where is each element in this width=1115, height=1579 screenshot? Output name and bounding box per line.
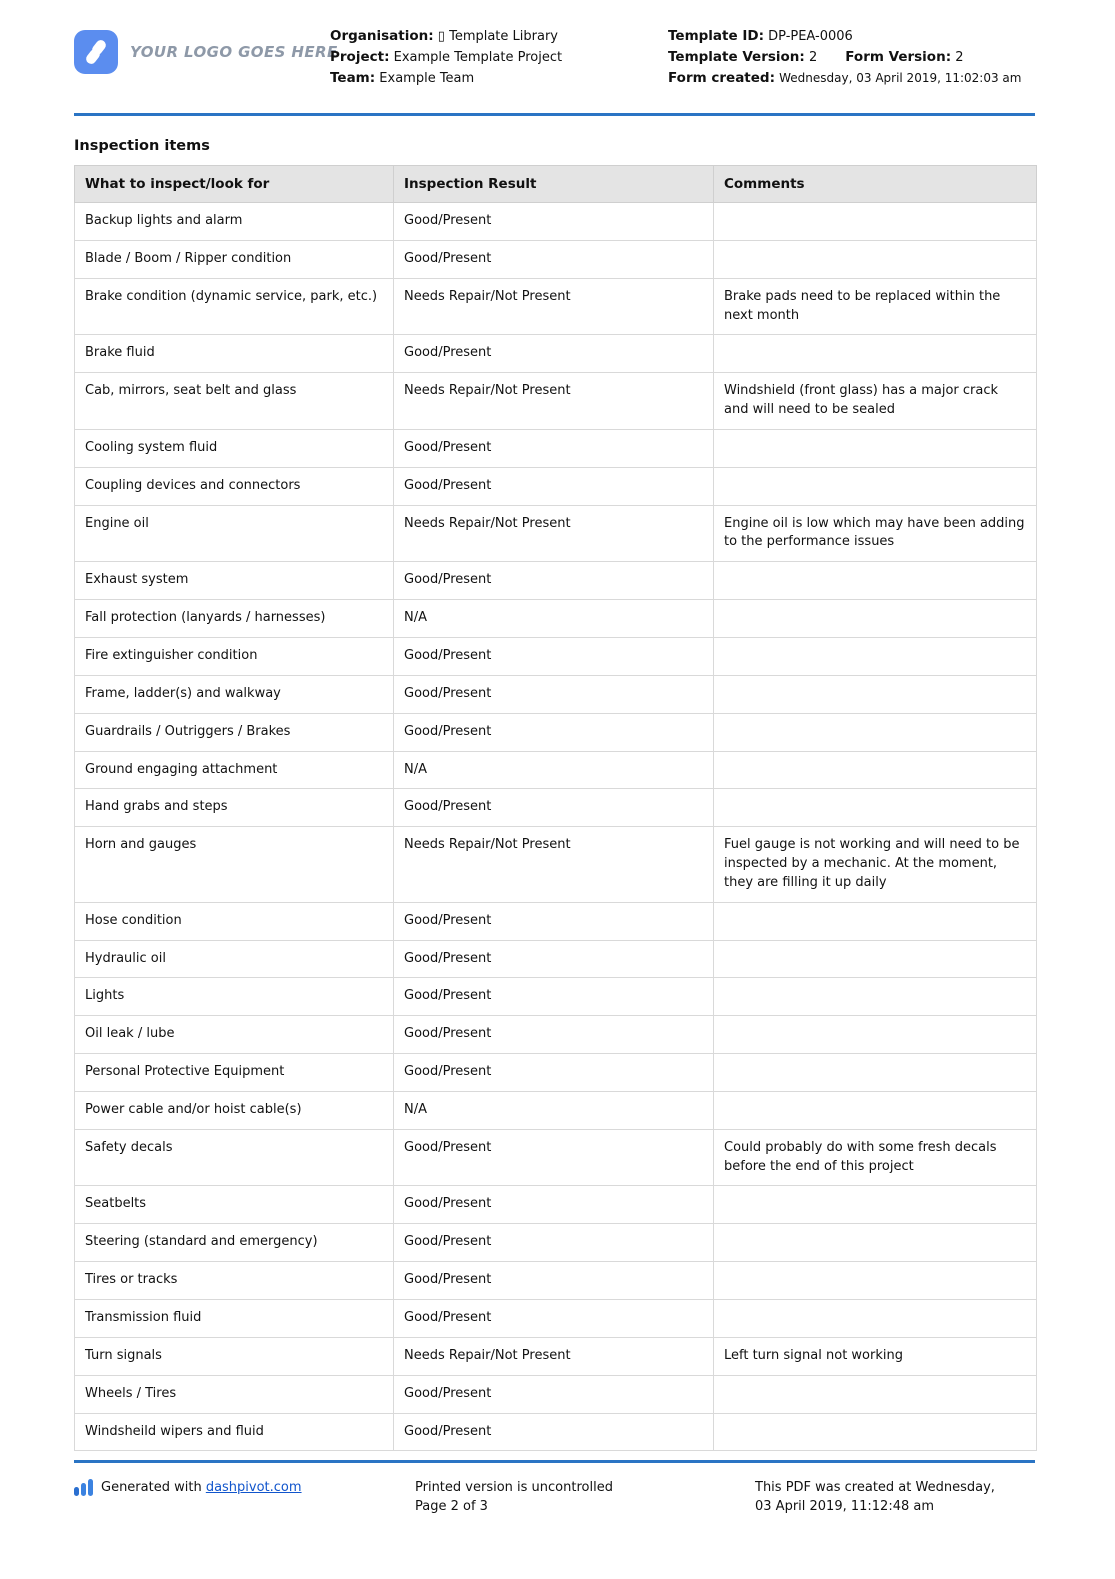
result-cell: Good/Present — [394, 429, 714, 467]
comment-cell: Fuel gauge is not working and will need to be inspected by a mechanic. At the moment, they are filling it up daily — [714, 827, 1037, 903]
item-cell: Backup lights and alarm — [75, 203, 394, 241]
item-cell: Oil leak / lube — [75, 1016, 394, 1054]
page-number-text: Page 2 of 3 — [415, 1499, 488, 1514]
printed-version-text: Printed version is uncontrolled — [415, 1480, 613, 1495]
logo-s-glyph — [81, 37, 111, 67]
team-line — [330, 68, 668, 89]
comment-cell — [714, 1262, 1037, 1300]
inspection-table — [74, 165, 1037, 1451]
comment-cell — [714, 751, 1037, 789]
result-cell: Needs Repair/Not Present — [394, 827, 714, 903]
form-version-value: 2 — [955, 50, 964, 65]
comment-cell — [714, 675, 1037, 713]
organisation-line — [330, 26, 668, 47]
page-footer — [74, 1478, 1036, 1516]
template-id-value: DP-PEA-0006 — [768, 29, 853, 44]
item-cell: Brake condition (dynamic service, park, etc.) — [75, 278, 394, 335]
comment-cell — [714, 940, 1037, 978]
item-cell: Ground engaging attachment — [75, 751, 394, 789]
comment-cell — [714, 1091, 1037, 1129]
comment-cell — [714, 203, 1037, 241]
generated-with-text: Generated with dashpivot.com — [101, 1480, 302, 1495]
organisation-value: ▯ Template Library — [437, 29, 558, 44]
result-cell: Good/Present — [394, 1054, 714, 1092]
result-cell: Needs Repair/Not Present — [394, 278, 714, 335]
comment-cell — [714, 1224, 1037, 1262]
bar-chart-icon — [74, 1478, 93, 1496]
comment-cell — [714, 335, 1037, 373]
result-cell: N/A — [394, 751, 714, 789]
table-row — [75, 203, 1037, 241]
result-cell: Good/Present — [394, 1186, 714, 1224]
table-row — [75, 240, 1037, 278]
table-row — [75, 600, 1037, 638]
result-cell: Good/Present — [394, 335, 714, 373]
template-version-value: 2 — [808, 50, 818, 65]
dashpivot-link[interactable]: dashpivot.com — [205, 1480, 302, 1495]
column-header-result: Inspection Result — [394, 166, 714, 203]
item-cell: Personal Protective Equipment — [75, 1054, 394, 1092]
result-cell: Good/Present — [394, 1262, 714, 1300]
result-cell: Good/Present — [394, 637, 714, 675]
project-line — [330, 47, 668, 68]
pdf-created-text: This PDF was created at Wednesday, 03 April 2019, 11:12:48 am — [755, 1480, 995, 1514]
item-cell: Fire extinguisher condition — [75, 637, 394, 675]
comment-cell — [714, 1186, 1037, 1224]
table-header-row — [75, 166, 1037, 203]
comment-cell — [714, 562, 1037, 600]
item-cell: Hand grabs and steps — [75, 789, 394, 827]
item-cell: Steering (standard and emergency) — [75, 1224, 394, 1262]
item-cell: Blade / Boom / Ripper condition — [75, 240, 394, 278]
versions-line — [668, 47, 1035, 68]
item-cell: Turn signals — [75, 1337, 394, 1375]
section-title: Inspection items — [74, 138, 210, 154]
result-cell: Good/Present — [394, 1224, 714, 1262]
template-meta-block — [668, 26, 1035, 89]
table-row — [75, 1413, 1037, 1451]
item-cell: Seatbelts — [75, 1186, 394, 1224]
table-row — [75, 429, 1037, 467]
footer-divider-rule — [74, 1460, 1035, 1463]
comment-cell — [714, 429, 1037, 467]
result-cell: N/A — [394, 1091, 714, 1129]
table-row — [75, 278, 1037, 335]
item-cell: Windsheild wipers and fluid — [75, 1413, 394, 1451]
result-cell: Good/Present — [394, 1413, 714, 1451]
template-id-line — [668, 26, 1035, 47]
result-cell: Good/Present — [394, 1129, 714, 1186]
table-row — [75, 1186, 1037, 1224]
result-cell: Needs Repair/Not Present — [394, 1337, 714, 1375]
comment-cell: Could probably do with some fresh decals before the end of this project — [714, 1129, 1037, 1186]
comment-cell: Left turn signal not working — [714, 1337, 1037, 1375]
comment-cell — [714, 1375, 1037, 1413]
item-cell: Wheels / Tires — [75, 1375, 394, 1413]
comment-cell — [714, 978, 1037, 1016]
inspection-table-wrap — [74, 165, 1036, 1451]
table-row — [75, 675, 1037, 713]
comment-cell — [714, 789, 1037, 827]
footer-printed — [415, 1478, 755, 1516]
result-cell: Good/Present — [394, 1375, 714, 1413]
org-info-block — [330, 26, 668, 89]
table-row — [75, 1016, 1037, 1054]
item-cell: Engine oil — [75, 505, 394, 562]
form-created-label: Form created: — [668, 70, 775, 86]
table-row — [75, 789, 1037, 827]
result-cell: Needs Repair/Not Present — [394, 505, 714, 562]
table-row — [75, 1054, 1037, 1092]
logo-placeholder-text: YOUR LOGO GOES HERE — [130, 43, 338, 61]
item-cell: Hose condition — [75, 902, 394, 940]
item-cell: Cooling system fluid — [75, 429, 394, 467]
organisation-label: Organisation: — [330, 28, 434, 44]
table-row — [75, 637, 1037, 675]
table-row — [75, 1300, 1037, 1338]
comment-cell — [714, 1300, 1037, 1338]
comment-cell — [714, 713, 1037, 751]
result-cell: Needs Repair/Not Present — [394, 373, 714, 430]
result-cell: Good/Present — [394, 713, 714, 751]
project-value: Example Template Project — [393, 50, 563, 65]
header-divider-rule — [74, 113, 1035, 116]
result-cell: Good/Present — [394, 675, 714, 713]
comment-cell — [714, 1413, 1037, 1451]
table-row — [75, 505, 1037, 562]
result-cell: Good/Present — [394, 562, 714, 600]
template-version-label: Template Version: — [668, 49, 805, 65]
comment-cell — [714, 600, 1037, 638]
comment-cell — [714, 637, 1037, 675]
form-version-label: Form Version: — [845, 49, 952, 65]
team-label: Team: — [330, 70, 376, 86]
result-cell: Good/Present — [394, 1300, 714, 1338]
result-cell: Good/Present — [394, 940, 714, 978]
table-row — [75, 751, 1037, 789]
table-row — [75, 1129, 1037, 1186]
page-header — [74, 26, 1036, 89]
comment-cell: Engine oil is low which may have been adding to the performance issues — [714, 505, 1037, 562]
item-cell: Frame, ladder(s) and walkway — [75, 675, 394, 713]
table-row — [75, 562, 1037, 600]
table-row — [75, 940, 1037, 978]
table-row — [75, 1224, 1037, 1262]
table-row — [75, 713, 1037, 751]
table-row — [75, 1091, 1037, 1129]
footer-created — [755, 1478, 1003, 1516]
comment-cell — [714, 467, 1037, 505]
table-row — [75, 373, 1037, 430]
column-header-item: What to inspect/look for — [75, 166, 394, 203]
item-cell: Safety decals — [75, 1129, 394, 1186]
item-cell: Lights — [75, 978, 394, 1016]
form-created-line — [668, 68, 1035, 89]
logo-block — [74, 26, 338, 74]
table-row — [75, 1375, 1037, 1413]
item-cell: Power cable and/or hoist cable(s) — [75, 1091, 394, 1129]
project-label: Project: — [330, 49, 390, 65]
result-cell: Good/Present — [394, 902, 714, 940]
table-row — [75, 827, 1037, 903]
item-cell: Exhaust system — [75, 562, 394, 600]
comment-cell: Brake pads need to be replaced within the next month — [714, 278, 1037, 335]
result-cell: Good/Present — [394, 978, 714, 1016]
item-cell: Tires or tracks — [75, 1262, 394, 1300]
comment-cell — [714, 1054, 1037, 1092]
result-cell: Good/Present — [394, 1016, 714, 1054]
item-cell: Fall protection (lanyards / harnesses) — [75, 600, 394, 638]
team-value: Example Team — [379, 71, 475, 86]
inspection-table-body — [75, 203, 1037, 1451]
item-cell: Hydraulic oil — [75, 940, 394, 978]
table-row — [75, 335, 1037, 373]
item-cell: Brake fluid — [75, 335, 394, 373]
table-row — [75, 467, 1037, 505]
footer-generated — [74, 1478, 415, 1516]
table-row — [75, 902, 1037, 940]
item-cell: Horn and gauges — [75, 827, 394, 903]
form-created-value: Wednesday, 03 April 2019, 11:02:03 am — [779, 71, 1022, 85]
table-row — [75, 1262, 1037, 1300]
item-cell: Coupling devices and connectors — [75, 467, 394, 505]
result-cell: Good/Present — [394, 789, 714, 827]
result-cell: Good/Present — [394, 467, 714, 505]
result-cell: Good/Present — [394, 240, 714, 278]
comment-cell: Windshield (front glass) has a major crack and will need to be sealed — [714, 373, 1037, 430]
result-cell: Good/Present — [394, 203, 714, 241]
item-cell: Guardrails / Outriggers / Brakes — [75, 713, 394, 751]
table-row — [75, 978, 1037, 1016]
item-cell: Cab, mirrors, seat belt and glass — [75, 373, 394, 430]
comment-cell — [714, 1016, 1037, 1054]
template-id-label: Template ID: — [668, 28, 764, 44]
table-row — [75, 1337, 1037, 1375]
comment-cell — [714, 240, 1037, 278]
comment-cell — [714, 902, 1037, 940]
column-header-comments: Comments — [714, 166, 1037, 203]
dashpivot-logo-icon — [74, 30, 118, 74]
result-cell: N/A — [394, 600, 714, 638]
item-cell: Transmission fluid — [75, 1300, 394, 1338]
